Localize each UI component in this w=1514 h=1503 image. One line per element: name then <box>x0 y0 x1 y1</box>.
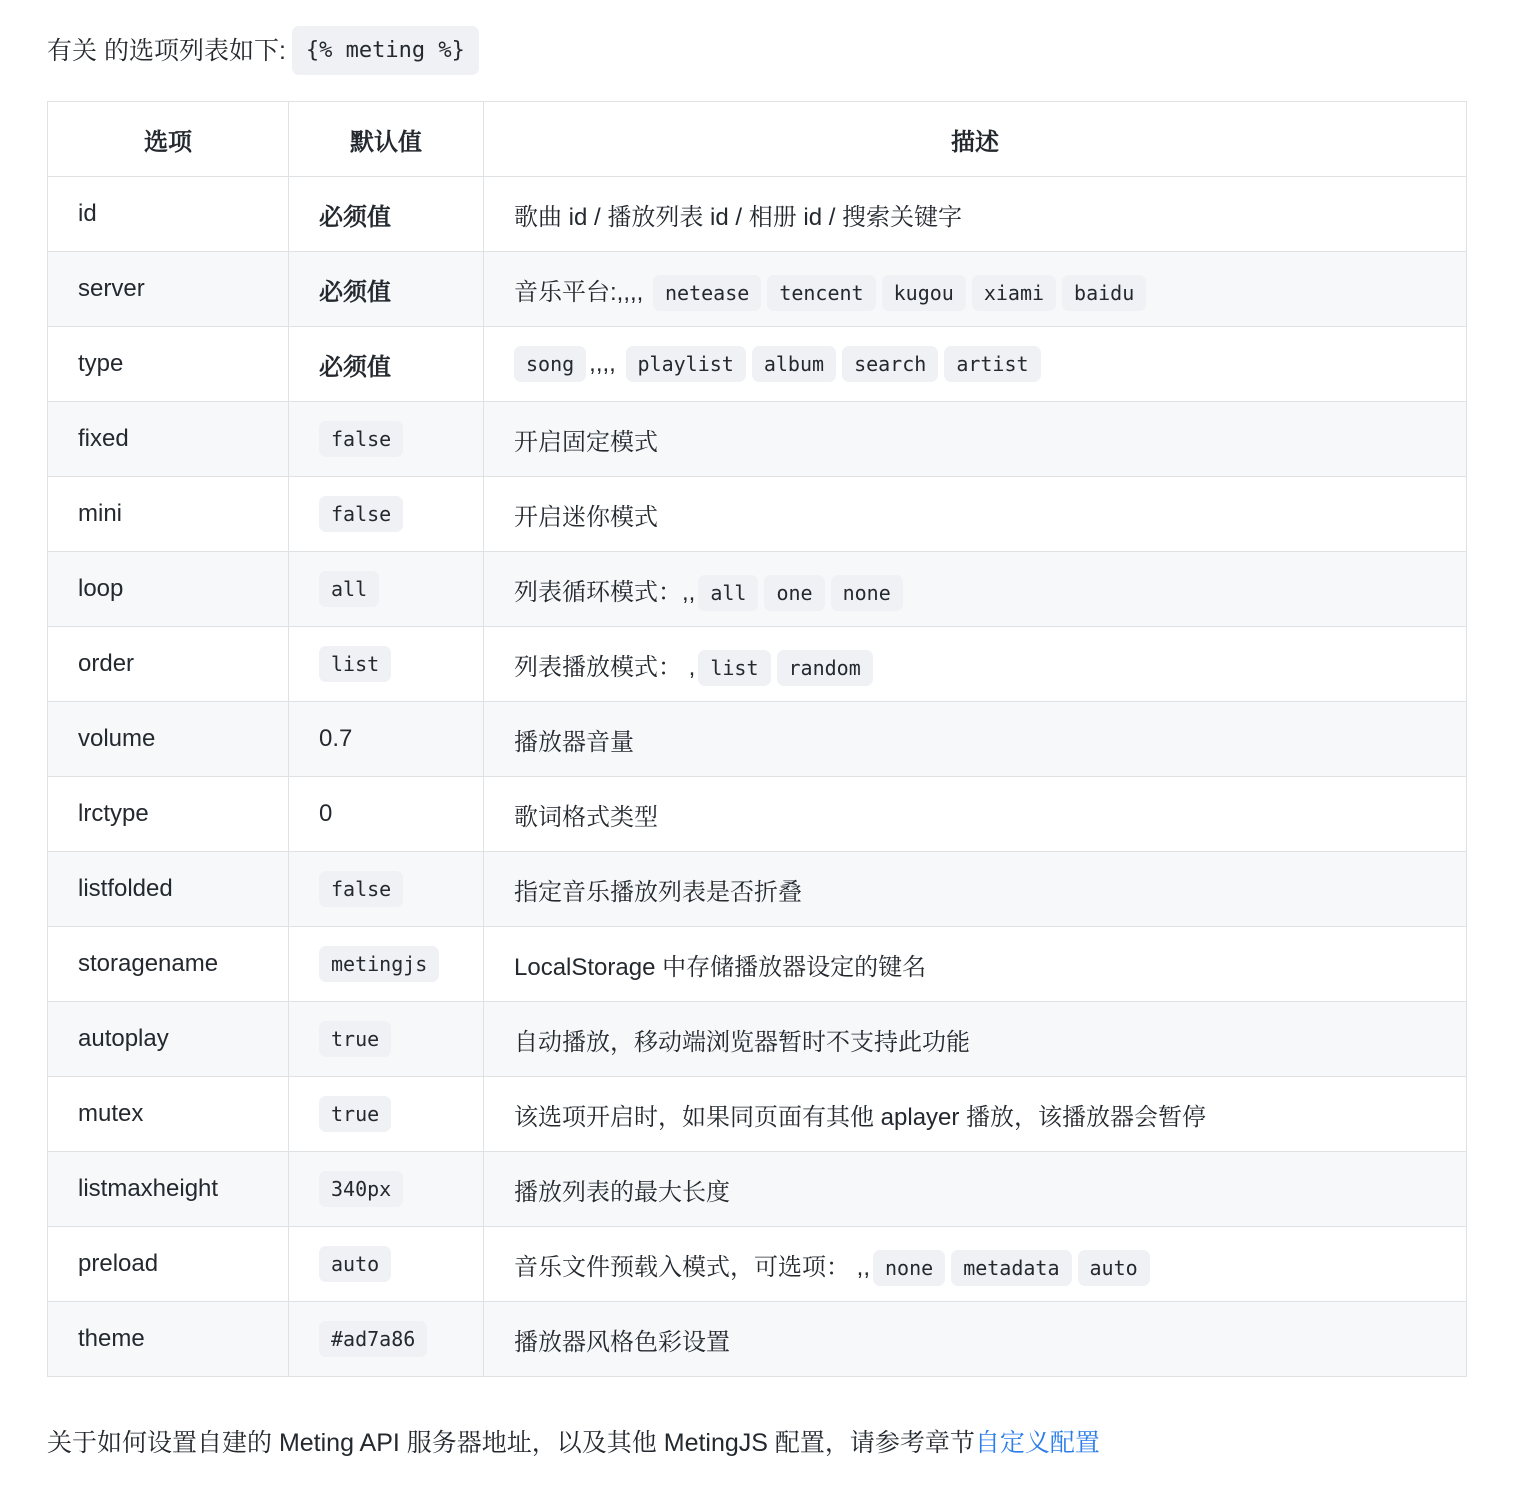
description-cell <box>484 552 1467 627</box>
description-code: list <box>698 650 770 686</box>
description-cell <box>484 177 1467 252</box>
description-code: xiami <box>972 275 1056 311</box>
default-value-cell <box>289 327 484 402</box>
option-name-cell <box>48 177 289 252</box>
default-value-cell <box>289 777 484 852</box>
default-value-cell <box>289 552 484 627</box>
default-value-code: true <box>319 1096 391 1132</box>
table-body <box>48 177 1467 1377</box>
required-value-label: 必须值 <box>319 353 391 381</box>
description-code: kugou <box>882 275 966 311</box>
description-text: 歌曲 id / 播放列表 id / 相册 id / 搜索关键字 <box>514 203 963 231</box>
default-value-cell <box>289 702 484 777</box>
description-text: 该选项开启时，如果同页面有其他 aplayer 播放，该播放器会暂停 <box>514 1103 1207 1131</box>
description-code: random <box>777 650 873 686</box>
option-name: fixed <box>78 425 129 453</box>
options-table <box>47 101 1467 1377</box>
default-value-cell <box>289 852 484 927</box>
table-row-mutex <box>48 1077 1467 1152</box>
description-text: 列表循环模式：,, <box>514 578 696 606</box>
description-cell <box>484 1227 1467 1302</box>
description-cell <box>484 852 1467 927</box>
description-text: 自动播放，移动端浏览器暂时不支持此功能 <box>514 1028 970 1056</box>
table-row-fixed <box>48 402 1467 477</box>
description-code: one <box>764 575 824 611</box>
table-row-volume <box>48 702 1467 777</box>
description-cell <box>484 1077 1467 1152</box>
description-text: 开启迷你模式 <box>514 503 658 531</box>
default-value-text: 0 <box>319 800 333 828</box>
option-name: theme <box>78 1325 145 1353</box>
default-value-cell <box>289 627 484 702</box>
description-cell <box>484 477 1467 552</box>
description-cell <box>484 702 1467 777</box>
option-name-cell <box>48 402 289 477</box>
table-row-preload <box>48 1227 1467 1302</box>
description-cell <box>484 327 1467 402</box>
description-text: 指定音乐播放列表是否折叠 <box>514 878 802 906</box>
custom-config-link[interactable]: 自定义配置 <box>974 1429 1100 1458</box>
table-row-order <box>48 627 1467 702</box>
option-name-cell <box>48 702 289 777</box>
default-value-code: all <box>319 571 379 607</box>
column-header-0: 选项 <box>48 102 289 177</box>
description-text: 音乐文件预载入模式，可选项： ,, <box>514 1253 871 1281</box>
option-name-cell <box>48 1002 289 1077</box>
description-cell <box>484 1302 1467 1377</box>
table-row-listfolded <box>48 852 1467 927</box>
option-name: mini <box>78 500 123 528</box>
description-text: 歌词格式类型 <box>514 803 658 831</box>
default-value-code: metingjs <box>319 946 439 982</box>
description-text: 音乐平台:,,,, <box>514 278 651 306</box>
description-text: 播放器风格色彩设置 <box>514 1328 730 1356</box>
default-value-code: auto <box>319 1246 391 1282</box>
description-code: playlist <box>626 346 746 382</box>
default-value-cell <box>289 177 484 252</box>
table-header-row <box>48 102 1467 177</box>
default-value-cell <box>289 1227 484 1302</box>
description-code: netease <box>653 275 761 311</box>
required-value-label: 必须值 <box>319 203 391 231</box>
footer-text: 关于如何设置自建的 Meting API 服务器地址，以及其他 MetingJS 配置，请参考章节 <box>47 1429 975 1458</box>
option-name: loop <box>78 575 124 603</box>
description-text: 播放列表的最大长度 <box>514 1178 730 1206</box>
column-header-2: 描述 <box>484 102 1467 177</box>
description-text: 开启固定模式 <box>514 428 658 456</box>
option-name: type <box>78 350 124 378</box>
description-code: tencent <box>767 275 875 311</box>
footer-note <box>47 1425 1467 1463</box>
table-row-mini <box>48 477 1467 552</box>
option-name-cell <box>48 1152 289 1227</box>
option-name: order <box>78 650 135 678</box>
description-code: baidu <box>1062 275 1146 311</box>
default-value-code: false <box>319 871 403 907</box>
default-value-text: 0.7 <box>319 725 353 753</box>
option-name-cell <box>48 252 289 327</box>
default-value-cell <box>289 252 484 327</box>
table-row-type <box>48 327 1467 402</box>
description-code: metadata <box>951 1250 1071 1286</box>
description-cell <box>484 1002 1467 1077</box>
option-name: mutex <box>78 1100 144 1128</box>
description-cell <box>484 1152 1467 1227</box>
table-row-server <box>48 252 1467 327</box>
table-header <box>48 102 1467 177</box>
table-row-autoplay <box>48 1002 1467 1077</box>
option-name-cell <box>48 552 289 627</box>
description-text: LocalStorage 中存储播放器设定的键名 <box>514 953 927 981</box>
description-text: ,,,, <box>589 350 623 378</box>
default-value-cell <box>289 1077 484 1152</box>
description-code: song <box>514 346 586 382</box>
description-cell <box>484 402 1467 477</box>
option-name: volume <box>78 725 156 753</box>
option-name-cell <box>48 627 289 702</box>
table-row-listmaxheight <box>48 1152 1467 1227</box>
default-value-cell <box>289 927 484 1002</box>
table-row-theme <box>48 1302 1467 1377</box>
option-name-cell <box>48 852 289 927</box>
option-name: preload <box>78 1250 159 1278</box>
option-name-cell <box>48 327 289 402</box>
description-cell <box>484 777 1467 852</box>
default-value-cell <box>289 1152 484 1227</box>
description-cell <box>484 252 1467 327</box>
table-row-lrctype <box>48 777 1467 852</box>
option-name: listfolded <box>78 875 173 903</box>
description-code: none <box>831 575 903 611</box>
default-value-cell <box>289 1302 484 1377</box>
column-header-1: 默认值 <box>289 102 484 177</box>
inline-code-meting-tag: {% meting %} <box>292 26 479 75</box>
description-code: search <box>842 346 938 382</box>
option-name: server <box>78 275 145 303</box>
description-text: 播放器音量 <box>514 728 634 756</box>
description-code: artist <box>944 346 1040 382</box>
default-value-code: true <box>319 1021 391 1057</box>
option-name-cell <box>48 777 289 852</box>
description-text: 列表播放模式： , <box>514 653 696 681</box>
default-value-code: false <box>319 421 403 457</box>
required-value-label: 必须值 <box>319 278 391 306</box>
description-code: all <box>698 575 758 611</box>
option-name: id <box>78 200 97 228</box>
option-name-cell <box>48 477 289 552</box>
option-name-cell <box>48 1227 289 1302</box>
option-name: lrctype <box>78 800 149 828</box>
default-value-cell <box>289 1002 484 1077</box>
option-name-cell <box>48 927 289 1002</box>
default-value-cell <box>289 402 484 477</box>
table-row-id <box>48 177 1467 252</box>
default-value-code: 340px <box>319 1171 403 1207</box>
intro-paragraph <box>47 26 1467 75</box>
option-name: listmaxheight <box>78 1175 219 1203</box>
description-code: auto <box>1078 1250 1150 1286</box>
description-code: album <box>752 346 836 382</box>
default-value-code: list <box>319 646 391 682</box>
table-row-loop <box>48 552 1467 627</box>
default-value-cell <box>289 477 484 552</box>
intro-text: 有关 的选项列表如下: <box>47 36 286 65</box>
description-cell <box>484 927 1467 1002</box>
default-value-code: #ad7a86 <box>319 1321 427 1357</box>
table-row-storagename <box>48 927 1467 1002</box>
description-code: none <box>873 1250 945 1286</box>
option-name-cell <box>48 1302 289 1377</box>
option-name: storagename <box>78 950 219 978</box>
default-value-code: false <box>319 496 403 532</box>
option-name: autoplay <box>78 1025 169 1053</box>
description-cell <box>484 627 1467 702</box>
option-name-cell <box>48 1077 289 1152</box>
